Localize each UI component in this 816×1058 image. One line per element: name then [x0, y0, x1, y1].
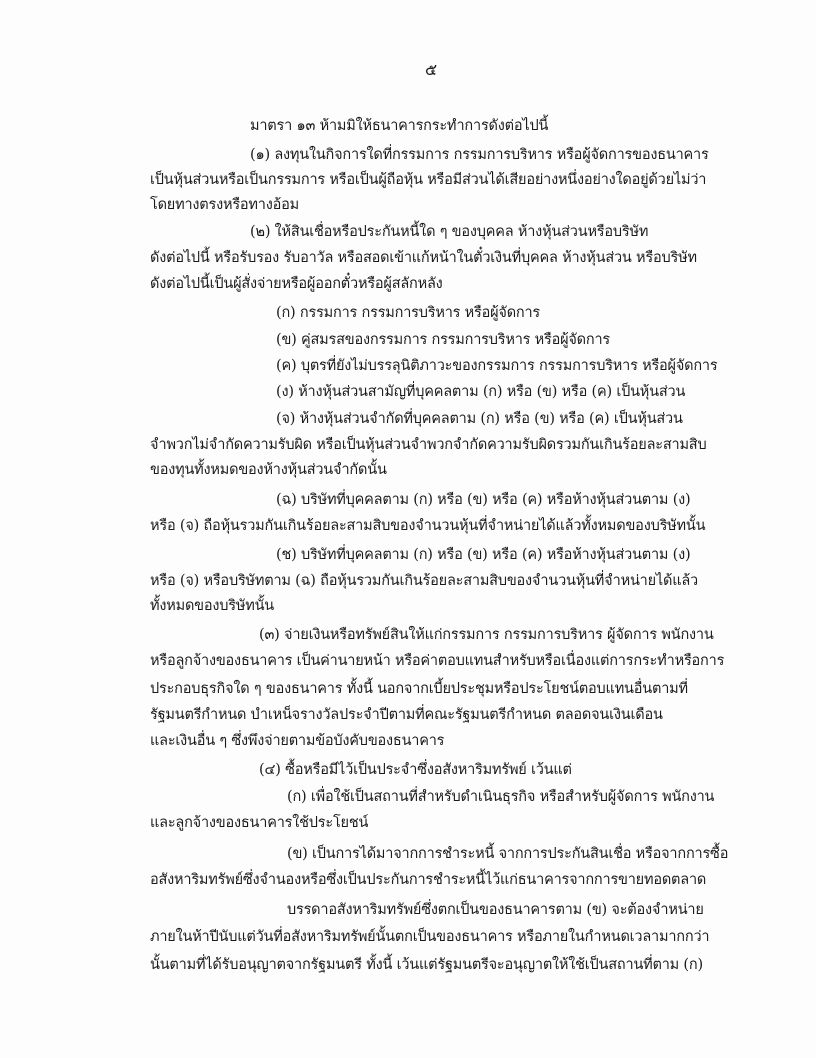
paragraph-line: บรรดาอสังหาริมทรัพย์ซึ่งตกเป็นของธนาคารตาม (ข) จะต้องจำหน่าย — [287, 902, 704, 918]
list-item: (ค) บุตรที่ยังไม่บรรลุนิติภาวะของกรรมการ กรรมการบริหาร หรือผู้จัดการ — [276, 358, 718, 374]
paragraph-line: รัฐมนตรีกำหนด บำเหน็จรางวัลประจำปีตามที่คณะรัฐมนตรีกำหนด ตลอดจนเงินเดือน — [150, 707, 663, 723]
paragraph-line: (๔) ซื้อหรือมีไว้เป็นประจำซึ่งอสังหาริมทรัพย์ เว้นแต่ — [259, 762, 572, 778]
list-item: (ข) คู่สมรสของกรรมการ กรรมการบริหาร หรือผู้จัดการ — [276, 332, 610, 348]
list-item: (ง) ห้างหุ้นส่วนสามัญที่บุคคลตาม (ก) หรือ (ข) หรือ (ค) เป็นหุ้นส่วน — [276, 384, 686, 400]
list-item: (ข) เป็นการได้มาจากการชำระหนี้ จากการประกันสินเชื่อ หรือจากการซื้อ — [287, 846, 729, 862]
paragraph-line: นั้นตามที่ได้รับอนุญาตจากรัฐมนตรี ทั้งนี้ เว้นแต่รัฐมนตรีจะอนุญาตให้ใช้เป็นสถานที่ตาม (ก) — [150, 957, 703, 973]
list-item: (ฉ) บริษัทที่บุคคลตาม (ก) หรือ (ข) หรือ (ค) หรือห้างหุ้นส่วนตาม (ง) — [276, 492, 691, 508]
paragraph-line: หรือ (จ) หรือบริษัทตาม (ฉ) ถือหุ้นรวมกันเกินร้อยละสามสิบของจำนวนหุ้นที่จำหน่ายได้แล้ว — [150, 573, 698, 589]
list-item: (ช) บริษัทที่บุคคลตาม (ก) หรือ (ข) หรือ (ค) หรือห้างหุ้นส่วนตาม (ง) — [276, 547, 691, 563]
paragraph-line: เป็นหุ้นส่วนหรือเป็นกรรมการ หรือเป็นผู้ถือหุ้น หรือมีส่วนได้เสียอย่างหนึ่งอย่างใดอยู่ด้วยไม่ว่า — [150, 172, 707, 188]
paragraph-line: ดังต่อไปนี้ หรือรับรอง รับอาวัล หรือสอดเข้าแก้หน้าในตั๋วเงินที่บุคคล ห้างหุ้นส่วน หรือบริษัท — [150, 250, 697, 266]
paragraph-line: อสังหาริมทรัพย์ซึ่งจำนองหรือซึ่งเป็นประกันการชำระหนี้ไว้แก่ธนาคารจากการขายทอดตลาด — [150, 872, 707, 888]
section-heading: มาตรา ๑๓ ห้ามมิให้ธนาคารกระทำการดังต่อไปนี้ — [250, 118, 549, 134]
paragraph-line: ทั้งหมดของบริษัทนั้น — [150, 598, 275, 614]
paragraph-line: และเงินอื่น ๆ ซึ่งพึงจ่ายตามข้อบังคับของธนาคาร — [150, 733, 445, 749]
paragraph-line: ดังต่อไปนี้เป็นผู้สั่งจ่ายหรือผู้ออกตั๋วหรือผู้สลักหลัง — [150, 276, 443, 292]
paragraph-line: (๒) ให้สินเชื่อหรือประกันหนี้ใด ๆ ของบุคคล ห้างหุ้นส่วนหรือบริษัท — [250, 224, 649, 240]
paragraph-line: ประกอบธุรกิจใด ๆ ของธนาคาร ทั้งนี้ นอกจากเบี้ยประชุมหรือประโยชน์ตอบแทนอื่นตามที่ — [150, 681, 688, 697]
list-item: (จ) ห้างหุ้นส่วนจำกัดที่บุคคลตาม (ก) หรือ (ข) หรือ (ค) เป็นหุ้นส่วน — [276, 411, 683, 427]
paragraph-line: ภายในห้าปีนับแต่วันที่อสังหาริมทรัพย์นั้นตกเป็นของธนาคาร หรือภายในกำหนดเวลามากกว่า — [150, 929, 710, 945]
paragraph-line: (๓) จ่ายเงินหรือทรัพย์สินให้แก่กรรมการ กรรมการบริหาร ผู้จัดการ พนักงาน — [259, 627, 714, 643]
paragraph-line: ของทุนทั้งหมดของห้างหุ้นส่วนจำกัดนั้น — [150, 462, 387, 478]
page-number: ๕ — [425, 60, 438, 79]
paragraph-line: หรือลูกจ้างของธนาคาร เป็นค่านายหน้า หรือค่าตอบแทนสำหรับหรือเนื่องแต่การกระทำหรือการ — [150, 653, 725, 669]
list-item: (ก) เพื่อใช้เป็นสถานที่สำหรับดำเนินธุรกิจ หรือสำหรับผู้จัดการ พนักงาน — [287, 789, 715, 805]
paragraph-line: และลูกจ้างของธนาคารใช้ประโยชน์ — [150, 815, 369, 831]
paragraph-line: จำพวกไม่จำกัดความรับผิด หรือเป็นหุ้นส่วนจำพวกจำกัดความรับผิดรวมกันเกินร้อยละสามสิบ — [150, 437, 707, 453]
paragraph-line: (๑) ลงทุนในกิจการใดที่กรรมการ กรรมการบริหาร หรือผู้จัดการของธนาคาร — [250, 147, 709, 163]
paragraph-line: โดยทางตรงหรือทางอ้อม — [150, 197, 299, 213]
list-item: (ก) กรรมการ กรรมการบริหาร หรือผู้จัดการ — [276, 305, 541, 321]
paragraph-line: หรือ (จ) ถือหุ้นรวมกันเกินร้อยละสามสิบของจำนวนหุ้นที่จำหน่ายได้แล้วทั้งหมดของบริษัทนั้น — [150, 518, 706, 534]
